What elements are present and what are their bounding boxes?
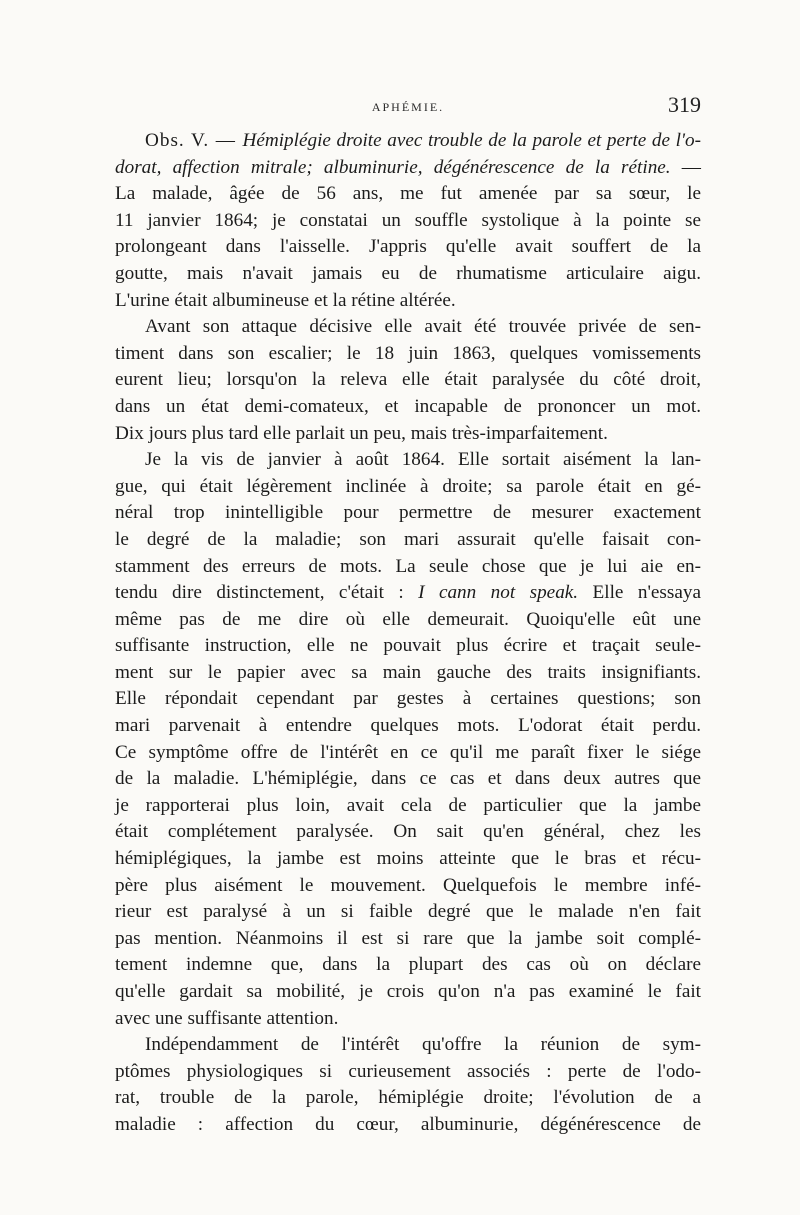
text-run: 11 janvier 1864; je constatai un souffle systolique à la pointe se xyxy=(115,209,701,231)
text-run: La malade, âgée de 56 ans, me fut amenée par sa sœur, le xyxy=(115,183,701,205)
observation-label: Obs. V. — xyxy=(145,130,243,151)
text-run: Elle répondait cependant par gestes à certaines questions; son xyxy=(115,688,701,710)
text-run: rieur est paralysé à un si faible degré que le malade n'en fait xyxy=(115,901,701,923)
text-run: ptômes physiologiques si curieusement associés : perte de l'odo- xyxy=(115,1060,701,1082)
text-line xyxy=(115,633,701,660)
text-line xyxy=(115,979,701,1006)
text-run: mari parvenait à entendre quelques mots. L'odorat était perdu. xyxy=(115,715,701,737)
text-line xyxy=(115,155,701,182)
text-run: ment sur le papier avec sa main gauche des traits insignifiants. xyxy=(115,661,701,683)
text-line xyxy=(115,421,701,448)
text-run: eurent lieu; lorsqu'on la releva elle était paralysée du côté droit, xyxy=(115,369,701,391)
text-line xyxy=(115,952,701,979)
text-line xyxy=(115,367,701,394)
paragraph xyxy=(115,1032,701,1138)
text-line xyxy=(115,1059,701,1086)
text-run: le degré de la maladie; son mari assurait qu'elle faisait con- xyxy=(115,528,701,550)
text-line xyxy=(115,819,701,846)
text-run: tendu dire distinctement, c'était : xyxy=(115,582,419,604)
running-head xyxy=(115,88,701,128)
text-run: maladie : affection du cœur, albuminurie, dégénérescence de xyxy=(115,1113,701,1135)
page-number: 319 xyxy=(668,92,701,117)
paragraph xyxy=(115,447,701,1032)
text-run: même pas de me dire où elle demeurait. Quoiqu'elle eût une xyxy=(115,608,701,630)
text-line xyxy=(115,500,701,527)
body-text xyxy=(115,128,701,1139)
text-line xyxy=(115,713,701,740)
text-run: de la maladie. L'hémiplégie, dans ce cas et dans deux autres que xyxy=(115,768,701,790)
text-run: Avant son attaque décisive elle avait été trouvée privée de sen- xyxy=(145,316,701,338)
text-run: Hémiplégie droite avec trouble de la parole et perte de l'o- xyxy=(242,130,702,151)
text-line xyxy=(115,208,701,235)
text-line xyxy=(115,394,701,421)
text-line xyxy=(115,1032,701,1059)
text-run: goutte, mais n'avait jamais eu de rhumatisme articulaire aigu. xyxy=(115,262,701,284)
text-run: était complétement paralysée. On sait qu'en général, chez les xyxy=(115,821,701,843)
text-line xyxy=(115,288,701,315)
text-run: néral trop inintelligible pour permettre de mesurer exactement xyxy=(115,502,701,524)
text-line xyxy=(115,607,701,634)
text-line xyxy=(115,899,701,926)
text-line xyxy=(115,846,701,873)
text-run: timent dans son escalier; le 18 juin 1863, quelques vomissements xyxy=(115,342,701,364)
text-line xyxy=(115,1112,701,1139)
text-run: je rapporterai plus loin, avait cela de particulier que la jambe xyxy=(115,794,701,816)
text-run: Elle n'essaya xyxy=(578,582,701,604)
book-page xyxy=(115,88,701,1139)
text-line xyxy=(115,314,701,341)
text-run: L'urine était albumineuse et la rétine altérée. xyxy=(115,289,456,311)
text-line xyxy=(115,234,701,261)
text-run: suffisante instruction, elle ne pouvait plus écrire et traçait seule- xyxy=(115,635,701,657)
text-run: dorat, affection mitrale; albuminurie, dégénérescence de la rétine. xyxy=(115,156,671,178)
text-line xyxy=(115,181,701,208)
text-run: qu'elle gardait sa mobilité, je crois qu'on n'a pas examiné le fait xyxy=(115,981,701,1002)
paragraph xyxy=(115,128,701,314)
text-line xyxy=(115,527,701,554)
text-run: Indépendamment de l'intérêt qu'offre la réunion de sym- xyxy=(145,1034,701,1056)
text-run: gue, qui était légèrement inclinée à droite; sa parole était en gé- xyxy=(115,475,701,497)
text-line xyxy=(115,873,701,900)
text-run: — xyxy=(670,156,701,178)
text-run: rat, trouble de la parole, hémiplégie droite; l'évolution de a xyxy=(115,1087,701,1109)
text-line xyxy=(115,554,701,581)
text-run: stamment des erreurs de mots. La seule chose que je lui aie en- xyxy=(115,555,701,577)
text-run: tement indemne que, dans la plupart des cas où on déclare xyxy=(115,954,701,976)
text-line xyxy=(115,766,701,793)
text-line xyxy=(115,341,701,368)
text-run: père plus aisément le mouvement. Quelquefois le membre infé- xyxy=(115,874,701,896)
text-line xyxy=(115,1006,701,1033)
text-line xyxy=(115,740,701,767)
text-run: Ce symptôme offre de l'intérêt en ce qu'il me paraît fixer le siége xyxy=(115,741,701,763)
text-run: I cann not speak. xyxy=(418,582,579,604)
text-run: avec une suffisante attention. xyxy=(115,1007,339,1029)
text-line xyxy=(115,926,701,953)
text-line xyxy=(115,128,701,155)
text-line xyxy=(115,447,701,474)
text-line xyxy=(115,474,701,501)
text-run: Dix jours plus tard elle parlait un peu, mais très-imparfaitement. xyxy=(115,422,608,444)
text-line xyxy=(115,580,701,607)
text-run: pas mention. Néanmoins il est si rare que la jambe soit complé- xyxy=(115,927,701,949)
text-line xyxy=(115,793,701,820)
text-run: prolongeant dans l'aisselle. J'appris qu'elle avait souffert de la xyxy=(115,236,701,258)
text-line xyxy=(115,1085,701,1112)
running-title: APHÉMIE. xyxy=(371,100,445,114)
text-line xyxy=(115,686,701,713)
text-run: Je la vis de janvier à août 1864. Elle sortait aisément la lan- xyxy=(145,449,701,471)
text-run: dans un état demi-comateux, et incapable de prononcer un mot. xyxy=(115,395,701,417)
text-line xyxy=(115,261,701,288)
text-line xyxy=(115,660,701,687)
paragraph xyxy=(115,314,701,447)
text-run: hémiplégiques, la jambe est moins atteinte que le bras et récu- xyxy=(115,848,701,870)
